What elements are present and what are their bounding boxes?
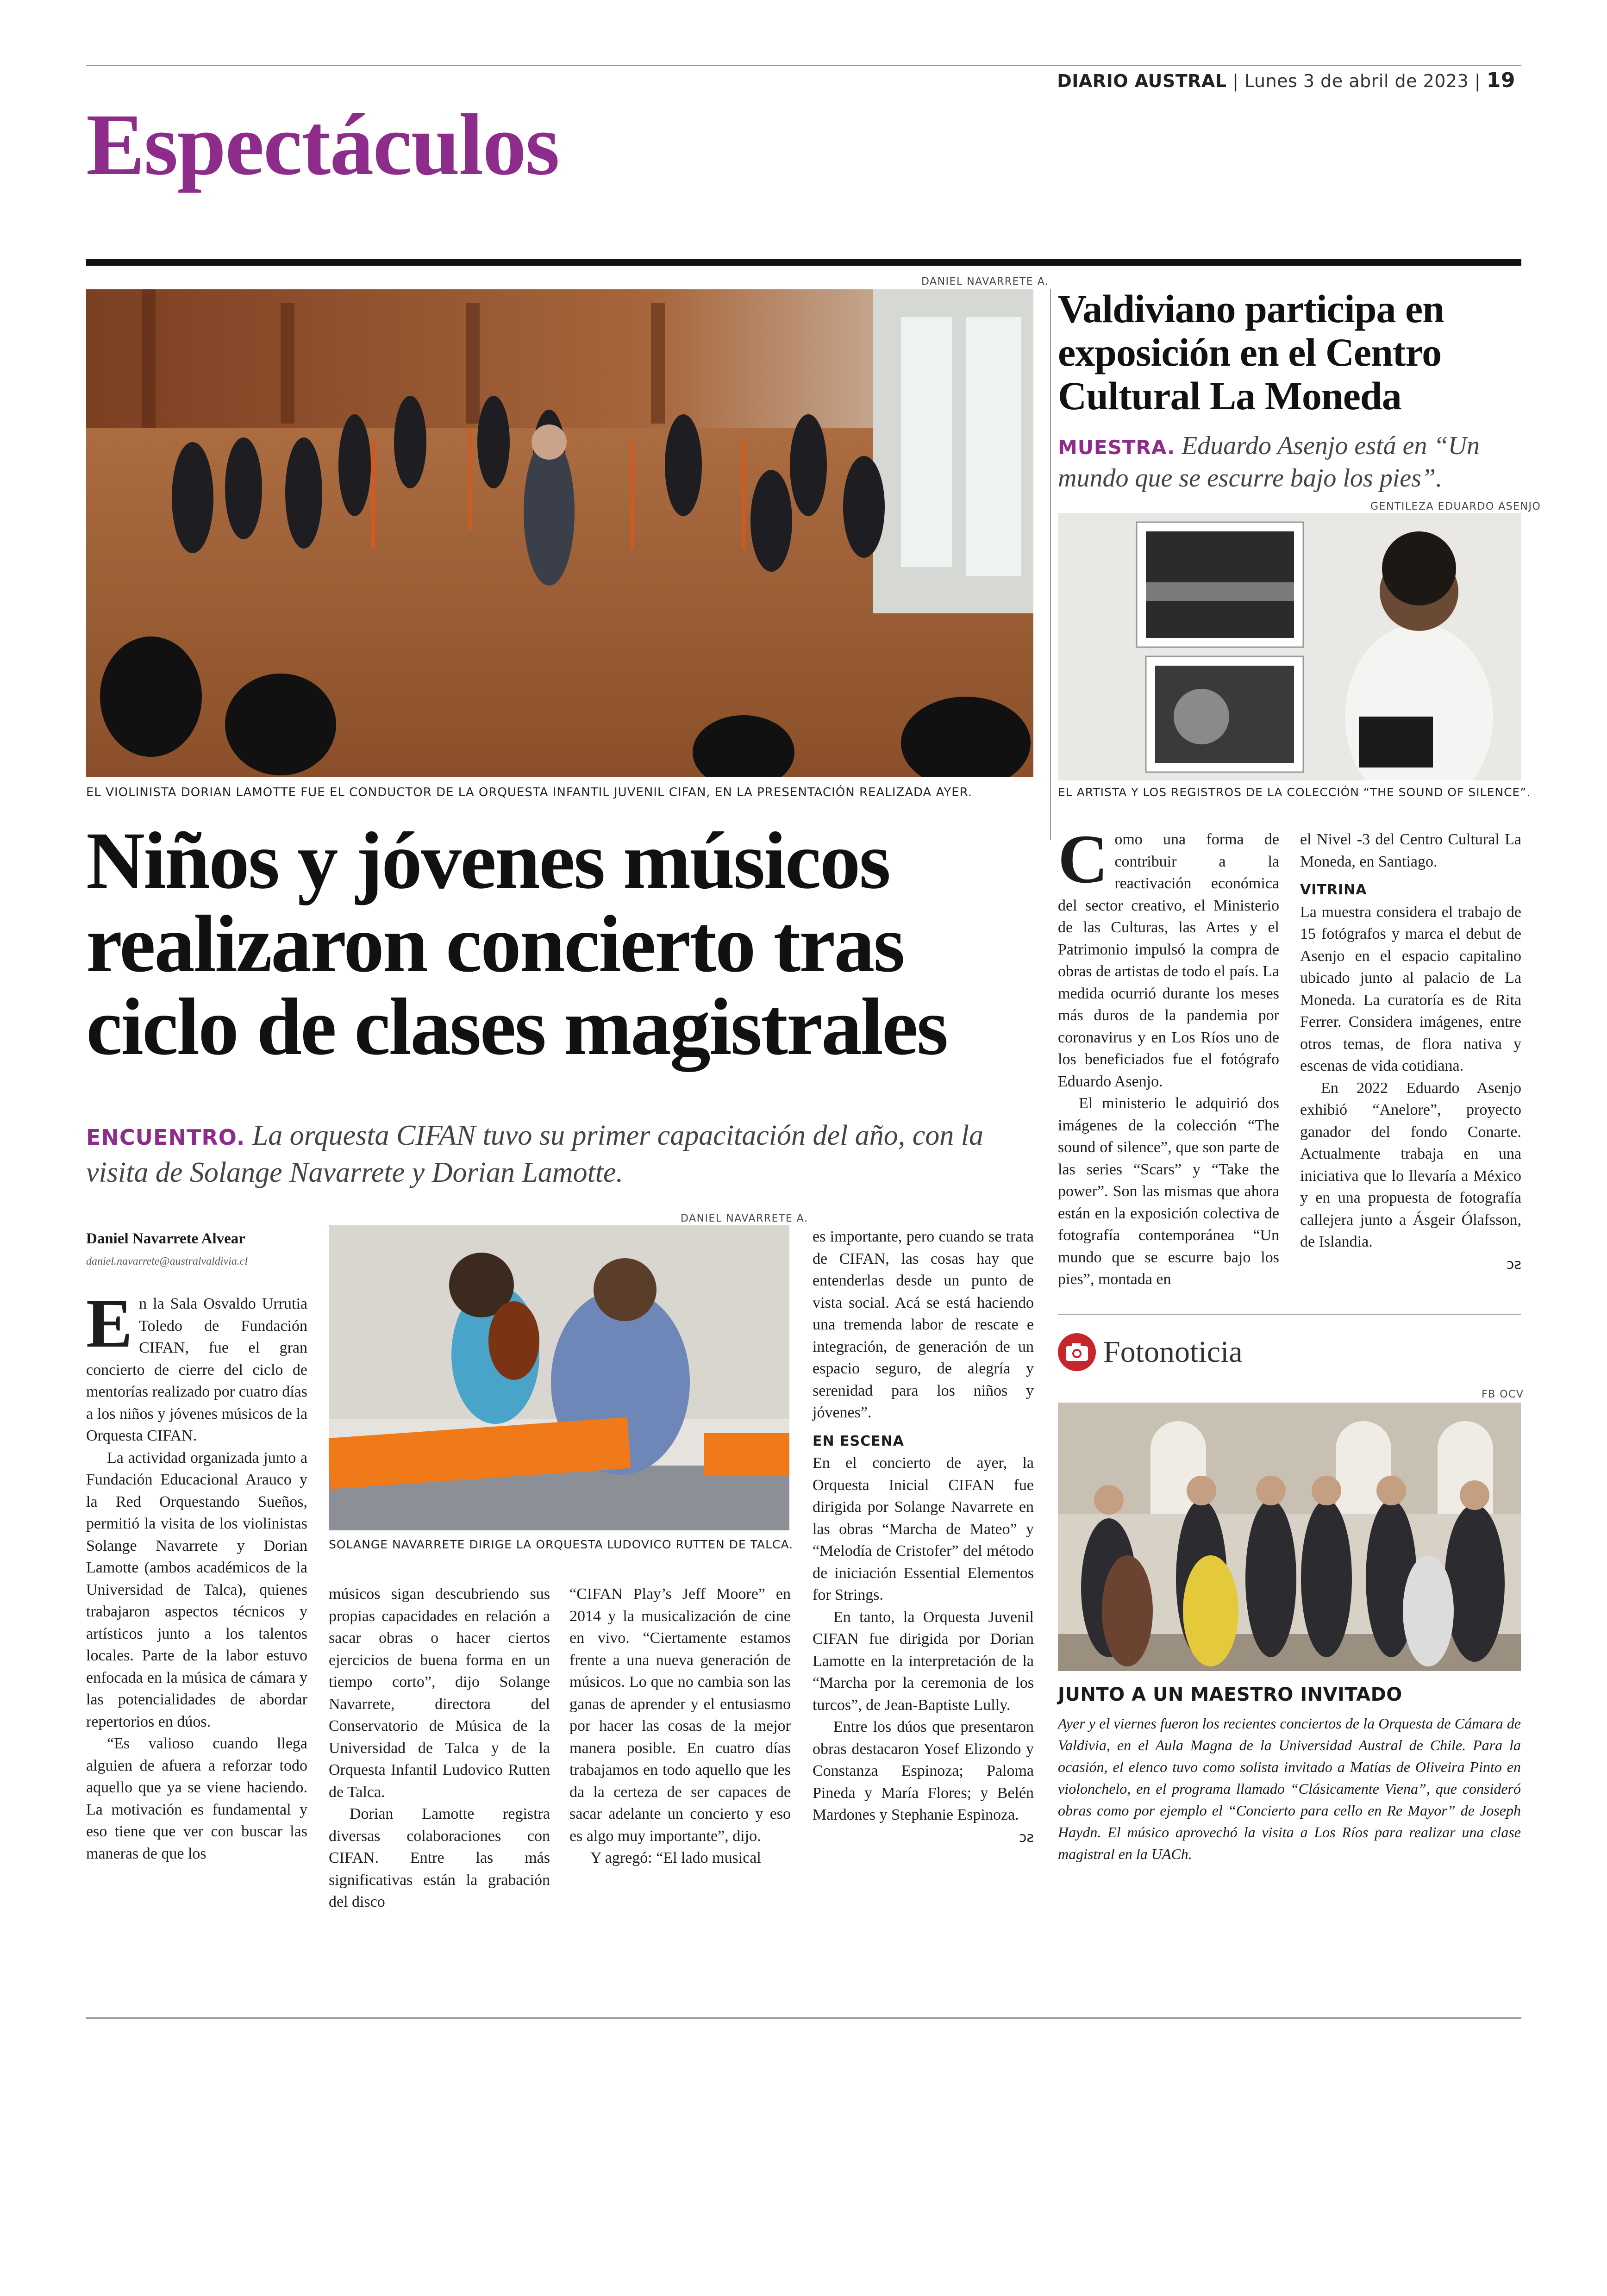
side-column-1: [1058, 821, 1279, 1291]
main-photo-credit: DANIEL NAVARRETE A.: [921, 276, 1049, 287]
main-deck: [86, 1118, 1035, 1190]
main-paragraph: Entre los dúos que presentaron obras destacaron Yosef Elizondo y Constanza Espinoza; Paloma Pineda y María Flores; y Belén Mardones y Stephanie Espinoza.: [813, 1718, 1034, 1823]
main-paragraph: En tanto, la Orquesta Juvenil CIFAN fue dirigida por Dorian Lamotte en la interpretación de la “Marcha por la ceremonia de los turcos”, de Jean-Baptiste Lully.: [813, 1608, 1034, 1714]
main-paragraph: “CIFAN Play’s Jeff Moore” en 2014 y la musicalización de cine en vivo. “Ciertamente estamos frente a una nueva generación de músicos. Lo que no cambia son las ganas de aprender y el entusiasmo por hacer las cosas de la mejor manera posible. En cuatro días trabajamos en todo aquello que les da la certeza de ser capaces de sacar adelante un concierto y eso es algo muy importante”, dijo.: [569, 1585, 791, 1845]
top-rule: [86, 65, 1521, 66]
byline-email: daniel.navarrete@australvaldivia.cl: [86, 1255, 248, 1267]
main-paragraph: músicos sigan descubriendo sus propias capacidades en relación a sacar obras o hacer ciertos ejercicios de buena forma en un tiempo corto”, dijo Solange Navarrete, directora del Conservatorio de Música de la Universidad de Talca y de la Orquesta Infantil Ludovico Rutten de Talca.: [329, 1585, 550, 1801]
main-paragraph: es importante, pero cuando se trata de CIFAN, las cosas hay que entenderlas desde un punto de vista social. Acá se está haciendo una tremenda labor de rescate e integración, de generación de un espacio seguro, de alegría y serenidad para los niños y jóvenes”.: [813, 1228, 1034, 1421]
main-headline-line: realizaron concierto tras: [86, 898, 904, 989]
main-kicker: ENCUENTRO.: [86, 1125, 245, 1150]
violin-lesson-photo: [329, 1225, 789, 1530]
main-paragraph: Y agregó: “El lado musical: [590, 1849, 761, 1866]
bottom-rule: [86, 2017, 1521, 2019]
side-paragraph: omo una forma de contribuir a la reactivación económica del sector creativo, el Ministerio de las Culturas, las Artes y el Patrimonio impulsó la compra de obras de artistas de todo el país. La medida ocurrió durante los meses más duros de la pandemia por coronavirus y en Los Ríos uno de los beneficiados fue el fotógrafo Eduardo Asenjo.: [1058, 831, 1279, 1090]
side-paragraph: el Nivel -3 del Centro Cultural La Moneda, en Santiago.: [1300, 831, 1521, 870]
main-deck-text: La orquesta CIFAN tuvo su primer capacitación del año, con la visita de Solange Navarrete y Dorian Lamotte.: [86, 1120, 983, 1188]
page-number: 19: [1486, 69, 1515, 92]
paper-name: DIARIO AUSTRAL: [1057, 71, 1227, 91]
side-headline: [1058, 287, 1526, 418]
main-column-4: [813, 1226, 1034, 1848]
side-deck-text: Eduardo Asenjo está en “Un mundo que se escurre bajo los pies”.: [1058, 431, 1480, 493]
main-column-1: [86, 1285, 307, 1865]
main-subhead: EN ESCENA: [813, 1433, 904, 1449]
main-paragraph: “Es valioso cuando llega alguien de afuera a reforzar todo aquello que ya se viene haciendo. La motivación es fundamental y eso tiene que ver con buscar las maneras de que los: [86, 1735, 307, 1862]
section-title: Espectáculos: [86, 96, 559, 193]
side-paragraph: En 2022 Eduardo Asenjo exhibió “Anelore”, proyecto ganador del fondo Conarte. Actualmente trabaja en una iniciativa que lo llevaría a México y en una propuesta de fotografía callejera junto a Ásgeir Ólafsson, de Islandia.: [1300, 1079, 1521, 1250]
camera-icon: [1058, 1333, 1096, 1371]
fotonoticia-header: [1058, 1333, 1243, 1371]
side-dropcap: C: [1058, 821, 1108, 898]
fotonoticia-title: Fotonoticia: [1103, 1335, 1243, 1369]
main-paragraph: Dorian Lamotte registra diversas colaboraciones con CIFAN. Entre las más significativas están la grabación del disco: [329, 1805, 550, 1910]
orchestra-photo: [86, 289, 1033, 777]
issue-date: Lunes 3 de abril de 2023: [1244, 71, 1469, 91]
side-headline-line: Valdiviano participa en: [1058, 287, 1444, 331]
main-photo-caption: EL VIOLINISTA DORIAN LAMOTTE FUE EL CONDUCTOR DE LA ORQUESTA INFANTIL JUVENIL CIFAN, EN LA PRESENTACIÓN REALIZADA AYER.: [86, 786, 973, 799]
main-headline-line: ciclo de clases magistrales: [86, 982, 947, 1073]
main-dropcap: E: [86, 1285, 133, 1362]
foto-top-rule: [1058, 1314, 1521, 1315]
main-paragraph: n la Sala Osvaldo Urrutia Toledo de Fundación CIFAN, fue el gran concierto de cierre del ciclo de mentorías realizado por cuatro días a los niños y jóvenes músicos de la Orquesta CIFAN.: [86, 1295, 307, 1444]
foto-photo-credit: FB OCV: [1482, 1389, 1524, 1400]
side-subhead: VITRINA: [1300, 882, 1367, 898]
main-paragraph: En el concierto de ayer, la Orquesta Inicial CIFAN fue dirigida por Solange Navarrete en las obras “Marcha de Mateo” y “Melodía de Cristofer” del método de iniciación Essential Elementos for Strings.: [813, 1454, 1034, 1603]
ensemble-photo-image: [1058, 1403, 1521, 1671]
side-paragraph: El ministerio le adquirió dos imágenes de la colección “The sound of silence”, que son parte de las series “Scars” y “Take the power”. Son las mismas que ahora están en la exposición colectiva de fotografía contemporánea “Un mundo que se escurre bajo los pies”, montada en: [1058, 1095, 1279, 1288]
side-headline-line: Cultural La Moneda: [1058, 374, 1401, 418]
main-paragraph: La actividad organizada junto a Fundación Educacional Arauco y la Red Orquestando Sueños, permitió la visita de los violinistas Solange Navarrete y Dorian Lamotte (ambos académicos de la Universidad de Talca), quienes trabajaron aspectos técnicos y artísticos junto a los talentos locales. Parte de la labor estuvo enfocada en la música de cámara y las potencialidades de abordar repertorios en dúos.: [86, 1449, 307, 1730]
violin-lesson-image: [329, 1225, 789, 1530]
side-column-2: [1300, 829, 1521, 1275]
inset-photo-credit: DANIEL NAVARRETE A.: [681, 1213, 808, 1224]
side-column-rule: [1050, 289, 1051, 840]
section-rule: [86, 259, 1521, 266]
orchestra-photo-image: [86, 289, 1033, 777]
masthead: DIARIO AUSTRAL | Lunes 3 de abril de 2023 | 19: [1057, 69, 1515, 92]
foto-subhead: JUNTO A UN MAESTRO INVITADO: [1058, 1684, 1402, 1705]
side-end-mark: ↄƨ: [1506, 1256, 1521, 1273]
side-paragraph: La muestra considera el trabajo de 15 fotógrafos y marca el debut de Asenjo en el espacio capitalino ubicado junto al palacio de La Moneda. La curatoría es de Rita Ferrer. Considera imágenes, entre otros temas, de flora nativa y escenas de vida cotidiana.: [1300, 903, 1521, 1074]
foto-text: Ayer y el viernes fueron los recientes conciertos de la Orquesta de Cámara de Valdivia, en el Aula Magna de la Universidad Austral de Chile. Para la ocasión, el elenco tuvo como solista invitado a Matías de Oliveira Pinto en violonchelo, en el programa llamado “Clásicamente Viena”, que consideró obras como por ejemplo el “Concierto para cello en Re Mayor” de Joseph Haydn. El músico aprovechó la visita a Los Ríos para realizar una clase magistral en la UACh.: [1058, 1715, 1521, 1862]
side-kicker: MUESTRA.: [1058, 436, 1176, 459]
side-deck: [1058, 430, 1521, 493]
main-end-mark: ↄƨ: [1019, 1829, 1034, 1846]
side-headline-line: exposición en el Centro: [1058, 330, 1442, 374]
byline-author: Daniel Navarrete Alvear: [86, 1230, 245, 1247]
main-column-3: [569, 1583, 791, 1869]
main-column-2: [329, 1583, 550, 1913]
inset-photo-caption: SOLANGE NAVARRETE DIRIGE LA ORQUESTA LUDOVICO RUTTEN DE TALCA.: [329, 1538, 794, 1551]
artist-photo-image: [1058, 513, 1521, 780]
main-headline: [86, 816, 1049, 1073]
ensemble-photo: [1058, 1403, 1521, 1671]
main-headline-line: Niños y jóvenes músicos: [86, 816, 890, 906]
artist-photo: [1058, 513, 1521, 780]
side-photo-caption: EL ARTISTA Y LOS REGISTROS DE LA COLECCIÓN “THE SOUND OF SILENCE”.: [1058, 786, 1531, 799]
side-photo-credit: GENTILEZA EDUARDO ASENJO: [1370, 501, 1541, 512]
